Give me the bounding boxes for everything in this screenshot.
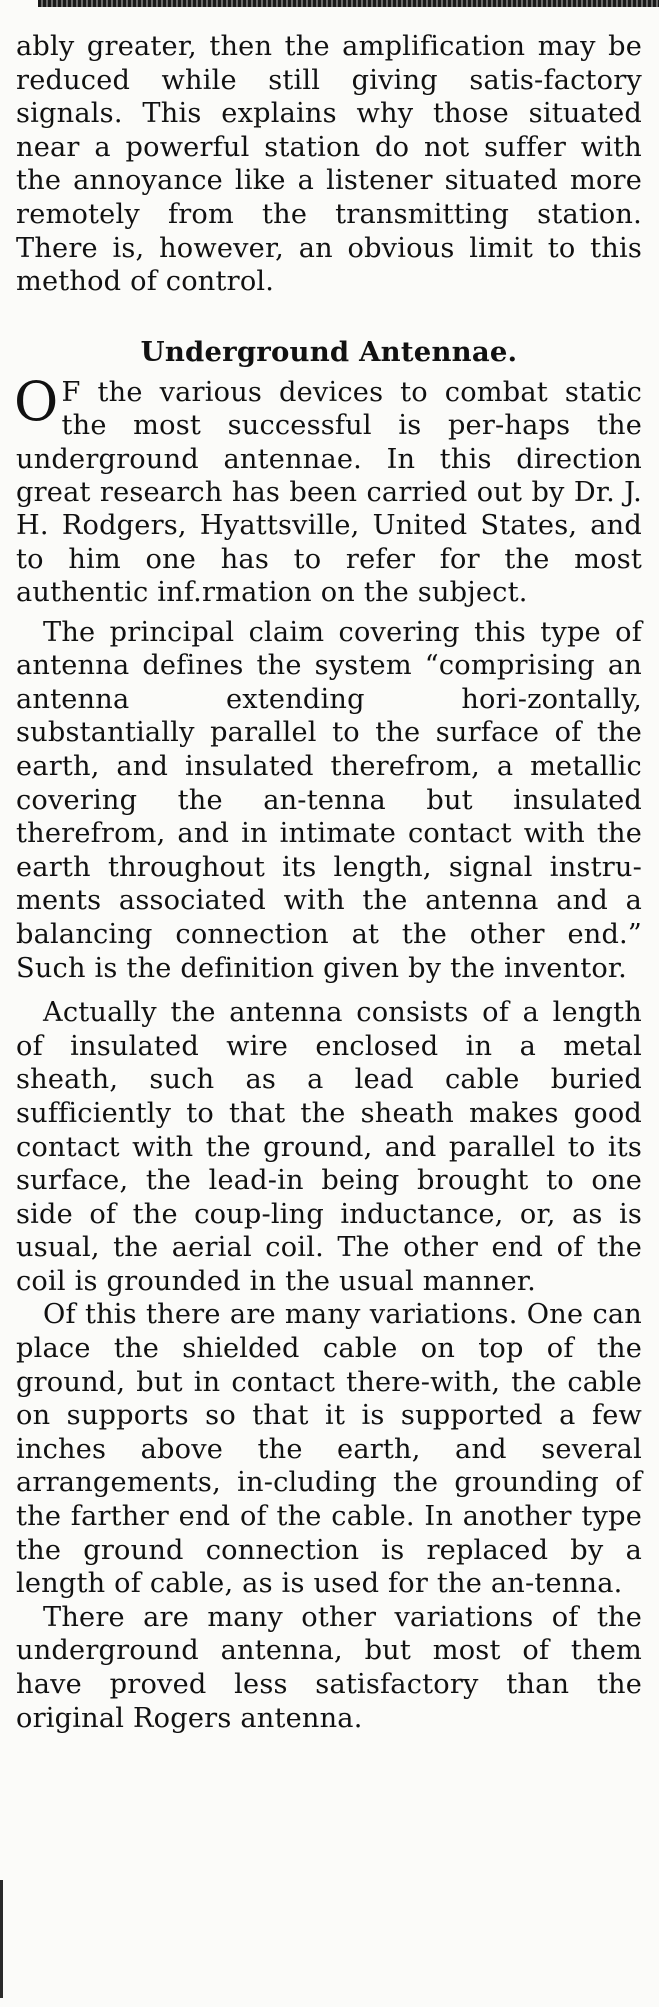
paragraph-variations: Of this there are many variations. One can place the shielded cable on top of the ground, but in contact there-with, the cable on supports so that it is supported a few inches above the earth, and several arrangements, in-cluding the grounding of the farther end of the cable. In another type the ground connection is replaced by a length of cable, as is used for the an-tenna. (16, 1299, 642, 1600)
lede-paragraph (14, 369, 642, 610)
section-heading: Underground Antennae. (140, 335, 518, 368)
paragraph-principal-claim: The principal claim covering this type of antenna defines the system “comprising an antenna extending hori-zontally, substantially parallel to the surface of the earth, and insulated therefrom, a metallic covering the an-tenna but insulated therefrom, and in intimate contact with the earth throughout its length, signal instru-ments associated with the antenna and a balancing connection at the other end.” Such is the definition given by the inventor. (16, 616, 642, 984)
lede-text: F the various devices to combat static the most successful is per-haps the underground antennae. In this direction great research has been carried out by Dr. J. H. Rodgers, Hyattsville, United States, and to him one has to refer for the most authentic inf.rmation on the subject. (16, 376, 642, 609)
paragraph-conclusion: There are many other variations of the underground antenna, but most of them have proved less satisfactory than the original Rogers antenna. (16, 1601, 642, 1734)
drop-cap: O (14, 369, 59, 433)
margin-scan-mark (0, 1880, 3, 1998)
paragraph-construction: Actually the antenna consists of a length of insulated wire enclosed in a metal sheath, such as a lead cable buried sufficiently to that the sheath makes good contact with the ground, and parallel to its surface, the lead-in being brought to one side of the coup-ling inductance, or, as is usual, the aerial coil. The other end of the coil is grounded in the usual manner. (16, 997, 642, 1297)
article-column (16, 30, 642, 1735)
column-top-rule (38, 0, 659, 7)
intro-paragraph: ably greater, then the amplification may be reduced while still giving satis-factory signals. This explains why those situated near a powerful station do not suffer with the annoyance like a listener situated more remotely from the transmitting station. There is, however, an obvious limit to this method of control. (16, 31, 642, 298)
